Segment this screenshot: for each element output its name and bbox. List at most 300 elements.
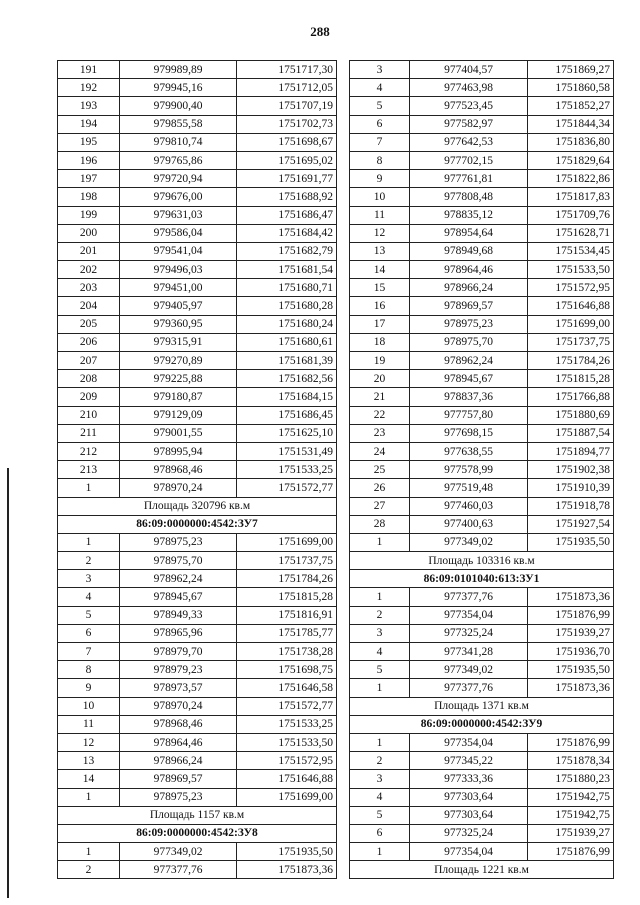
point-number: 1 <box>58 533 120 551</box>
coordinate-row <box>58 843 337 861</box>
area-total: Площадь 1221 кв.м <box>350 861 614 879</box>
point-number: 7 <box>350 133 410 151</box>
right-coordinates-table <box>349 60 614 879</box>
y-coordinate: 1751860,58 <box>528 79 614 97</box>
x-coordinate: 979720,94 <box>120 170 237 188</box>
coordinate-row <box>350 624 614 642</box>
x-coordinate: 977578,99 <box>410 461 528 479</box>
point-number: 207 <box>58 352 120 370</box>
x-coordinate: 978949,33 <box>120 606 237 624</box>
x-coordinate: 978979,23 <box>120 661 237 679</box>
coordinate-row <box>350 588 614 606</box>
point-number: 5 <box>58 606 120 624</box>
point-number: 17 <box>350 315 410 333</box>
y-coordinate: 1751852,27 <box>528 97 614 115</box>
area-total: Площадь 103316 кв.м <box>350 552 614 570</box>
coordinate-row <box>350 788 614 806</box>
y-coordinate: 1751939,27 <box>528 624 614 642</box>
point-number: 8 <box>58 661 120 679</box>
point-number: 1 <box>58 479 120 497</box>
x-coordinate: 977349,02 <box>120 843 237 861</box>
coordinate-row <box>58 97 337 115</box>
x-coordinate: 977354,04 <box>410 606 528 624</box>
y-coordinate: 1751876,99 <box>528 843 614 861</box>
page-number: 288 <box>310 24 330 39</box>
coordinate-row <box>350 188 614 206</box>
y-coordinate: 1751698,75 <box>237 661 337 679</box>
coordinate-row <box>350 224 614 242</box>
y-coordinate: 1751680,71 <box>237 279 337 297</box>
y-coordinate: 1751688,92 <box>237 188 337 206</box>
x-coordinate: 979945,16 <box>120 79 237 97</box>
x-coordinate: 978966,24 <box>120 752 237 770</box>
coordinate-row <box>350 352 614 370</box>
y-coordinate: 1751709,76 <box>528 206 614 224</box>
x-coordinate: 978968,46 <box>120 461 237 479</box>
x-coordinate: 978969,57 <box>120 770 237 788</box>
point-number: 212 <box>58 442 120 460</box>
parcel-row <box>58 824 337 842</box>
x-coordinate: 977761,81 <box>410 170 528 188</box>
coordinate-row <box>350 515 614 533</box>
y-coordinate: 1751816,91 <box>237 606 337 624</box>
coordinate-row <box>58 261 337 279</box>
y-coordinate: 1751876,99 <box>528 606 614 624</box>
point-number: 194 <box>58 115 120 133</box>
point-number: 193 <box>58 97 120 115</box>
point-number: 4 <box>350 79 410 97</box>
y-coordinate: 1751707,19 <box>237 97 337 115</box>
y-coordinate: 1751878,34 <box>528 752 614 770</box>
coordinate-row <box>350 133 614 151</box>
point-number: 3 <box>58 570 120 588</box>
coordinate-row <box>350 206 614 224</box>
point-number: 192 <box>58 79 120 97</box>
y-coordinate: 1751717,30 <box>237 61 337 79</box>
point-number: 206 <box>58 333 120 351</box>
coordinate-row <box>58 388 337 406</box>
y-coordinate: 1751873,36 <box>528 588 614 606</box>
x-coordinate: 979631,03 <box>120 206 237 224</box>
area-row <box>350 697 614 715</box>
x-coordinate: 977463,98 <box>410 79 528 97</box>
x-coordinate: 977519,48 <box>410 479 528 497</box>
x-coordinate: 979855,58 <box>120 115 237 133</box>
point-number: 2 <box>58 552 120 570</box>
y-coordinate: 1751935,50 <box>237 843 337 861</box>
area-row <box>350 552 614 570</box>
point-number: 5 <box>350 97 410 115</box>
y-coordinate: 1751785,77 <box>237 624 337 642</box>
point-number: 203 <box>58 279 120 297</box>
coordinate-row <box>350 115 614 133</box>
x-coordinate: 979360,95 <box>120 315 237 333</box>
point-number: 26 <box>350 479 410 497</box>
y-coordinate: 1751625,10 <box>237 424 337 442</box>
point-number: 211 <box>58 424 120 442</box>
point-number: 28 <box>350 515 410 533</box>
y-coordinate: 1751684,15 <box>237 388 337 406</box>
coordinate-row <box>350 733 614 751</box>
y-coordinate: 1751737,75 <box>237 552 337 570</box>
point-number: 11 <box>350 206 410 224</box>
y-coordinate: 1751702,73 <box>237 115 337 133</box>
y-coordinate: 1751927,54 <box>528 515 614 533</box>
y-coordinate: 1751936,70 <box>528 643 614 661</box>
coordinate-row <box>350 679 614 697</box>
point-number: 195 <box>58 133 120 151</box>
x-coordinate: 978835,12 <box>410 206 528 224</box>
coordinate-row <box>350 370 614 388</box>
y-coordinate: 1751572,95 <box>237 752 337 770</box>
x-coordinate: 978966,24 <box>410 279 528 297</box>
coordinate-row <box>58 242 337 260</box>
y-coordinate: 1751935,50 <box>528 533 614 551</box>
x-coordinate: 977582,97 <box>410 115 528 133</box>
x-coordinate: 978975,70 <box>120 552 237 570</box>
coordinate-row <box>350 606 614 624</box>
coordinate-row <box>350 406 614 424</box>
x-coordinate: 978945,67 <box>120 588 237 606</box>
y-coordinate: 1751918,78 <box>528 497 614 515</box>
point-number: 210 <box>58 406 120 424</box>
y-coordinate: 1751939,27 <box>528 824 614 842</box>
x-coordinate: 978975,23 <box>120 533 237 551</box>
x-coordinate: 978970,24 <box>120 479 237 497</box>
point-number: 3 <box>350 61 410 79</box>
point-number: 201 <box>58 242 120 260</box>
y-coordinate: 1751646,88 <box>237 770 337 788</box>
point-number: 12 <box>350 224 410 242</box>
coordinate-row <box>58 733 337 751</box>
point-number: 1 <box>58 843 120 861</box>
point-number: 198 <box>58 188 120 206</box>
point-number: 15 <box>350 279 410 297</box>
point-number: 23 <box>350 424 410 442</box>
x-coordinate: 979001,55 <box>120 424 237 442</box>
y-coordinate: 1751533,50 <box>528 261 614 279</box>
x-coordinate: 979129,09 <box>120 406 237 424</box>
point-number: 19 <box>350 352 410 370</box>
point-number: 204 <box>58 297 120 315</box>
coordinate-row <box>58 770 337 788</box>
coordinate-row <box>58 661 337 679</box>
x-coordinate: 977303,64 <box>410 788 528 806</box>
x-coordinate: 979586,04 <box>120 224 237 242</box>
area-total: Площадь 1157 кв.м <box>58 806 337 824</box>
coordinate-row <box>58 151 337 169</box>
point-number: 199 <box>58 206 120 224</box>
coordinate-row <box>350 533 614 551</box>
y-coordinate: 1751533,50 <box>237 733 337 751</box>
y-coordinate: 1751682,79 <box>237 242 337 260</box>
x-coordinate: 979810,74 <box>120 133 237 151</box>
point-number: 13 <box>58 752 120 770</box>
coordinate-row <box>350 151 614 169</box>
coordinate-row <box>58 279 337 297</box>
coordinate-row <box>350 843 614 861</box>
point-number: 14 <box>350 261 410 279</box>
y-coordinate: 1751942,75 <box>528 806 614 824</box>
y-coordinate: 1751695,02 <box>237 151 337 169</box>
x-coordinate: 978964,46 <box>120 733 237 751</box>
y-coordinate: 1751869,27 <box>528 61 614 79</box>
x-coordinate: 977757,80 <box>410 406 528 424</box>
area-row <box>58 497 337 515</box>
left-coordinates-table <box>57 60 337 879</box>
y-coordinate: 1751680,61 <box>237 333 337 351</box>
y-coordinate: 1751681,54 <box>237 261 337 279</box>
coordinate-row <box>350 643 614 661</box>
coordinate-row <box>350 461 614 479</box>
x-coordinate: 978975,70 <box>410 333 528 351</box>
x-coordinate: 978975,23 <box>410 315 528 333</box>
y-coordinate: 1751646,58 <box>237 679 337 697</box>
y-coordinate: 1751628,71 <box>528 224 614 242</box>
x-coordinate: 979900,40 <box>120 97 237 115</box>
y-coordinate: 1751533,25 <box>237 461 337 479</box>
y-coordinate: 1751902,38 <box>528 461 614 479</box>
coordinate-row <box>58 570 337 588</box>
y-coordinate: 1751572,77 <box>237 697 337 715</box>
coordinate-row <box>350 388 614 406</box>
y-coordinate: 1751784,26 <box>528 352 614 370</box>
x-coordinate: 979451,00 <box>120 279 237 297</box>
coordinate-row <box>350 279 614 297</box>
point-number: 9 <box>350 170 410 188</box>
coordinate-row <box>350 806 614 824</box>
x-coordinate: 977460,03 <box>410 497 528 515</box>
point-number: 18 <box>350 333 410 351</box>
coordinate-row <box>58 424 337 442</box>
point-number: 2 <box>58 861 120 879</box>
y-coordinate: 1751815,28 <box>237 588 337 606</box>
point-number: 200 <box>58 224 120 242</box>
y-coordinate: 1751531,49 <box>237 442 337 460</box>
coordinate-row <box>58 206 337 224</box>
x-coordinate: 979765,86 <box>120 151 237 169</box>
x-coordinate: 977404,57 <box>410 61 528 79</box>
y-coordinate: 1751935,50 <box>528 661 614 679</box>
parcel-id: 86:09:0101040:613:ЗУ1 <box>350 570 614 588</box>
x-coordinate: 979989,89 <box>120 61 237 79</box>
coordinate-row <box>350 315 614 333</box>
coordinate-row <box>58 861 337 879</box>
y-coordinate: 1751822,86 <box>528 170 614 188</box>
y-coordinate: 1751699,00 <box>237 533 337 551</box>
point-number: 1 <box>350 588 410 606</box>
area-row <box>58 806 337 824</box>
coordinate-row <box>58 624 337 642</box>
coordinate-row <box>58 333 337 351</box>
area-total: Площадь 320796 кв.м <box>58 497 337 515</box>
point-number: 11 <box>58 715 120 733</box>
y-coordinate: 1751681,39 <box>237 352 337 370</box>
coordinate-row <box>350 242 614 260</box>
coordinate-row <box>350 424 614 442</box>
point-number: 7 <box>58 643 120 661</box>
y-coordinate: 1751691,77 <box>237 170 337 188</box>
y-coordinate: 1751844,34 <box>528 115 614 133</box>
x-coordinate: 978954,64 <box>410 224 528 242</box>
x-coordinate: 977698,15 <box>410 424 528 442</box>
point-number: 27 <box>350 497 410 515</box>
coordinate-row <box>350 79 614 97</box>
point-number: 6 <box>350 115 410 133</box>
y-coordinate: 1751699,00 <box>528 315 614 333</box>
y-coordinate: 1751572,77 <box>237 479 337 497</box>
coordinate-row <box>58 297 337 315</box>
x-coordinate: 979225,88 <box>120 370 237 388</box>
y-coordinate: 1751712,05 <box>237 79 337 97</box>
parcel-id: 86:09:0000000:4542:ЗУ7 <box>58 515 337 533</box>
y-coordinate: 1751680,24 <box>237 315 337 333</box>
x-coordinate: 977702,15 <box>410 151 528 169</box>
point-number: 5 <box>350 661 410 679</box>
x-coordinate: 977349,02 <box>410 533 528 551</box>
y-coordinate: 1751684,42 <box>237 224 337 242</box>
area-total: Площадь 1371 кв.м <box>350 697 614 715</box>
coordinate-row <box>58 715 337 733</box>
coordinate-row <box>58 552 337 570</box>
coordinate-row <box>350 770 614 788</box>
y-coordinate: 1751887,54 <box>528 424 614 442</box>
x-coordinate: 978973,57 <box>120 679 237 697</box>
point-number: 24 <box>350 442 410 460</box>
point-number: 20 <box>350 370 410 388</box>
x-coordinate: 978949,68 <box>410 242 528 260</box>
y-coordinate: 1751680,28 <box>237 297 337 315</box>
coordinate-row <box>58 442 337 460</box>
point-number: 6 <box>58 624 120 642</box>
x-coordinate: 978995,94 <box>120 442 237 460</box>
y-coordinate: 1751880,23 <box>528 770 614 788</box>
y-coordinate: 1751829,64 <box>528 151 614 169</box>
coordinate-row <box>58 533 337 551</box>
point-number: 5 <box>350 806 410 824</box>
x-coordinate: 977638,55 <box>410 442 528 460</box>
x-coordinate: 977325,24 <box>410 624 528 642</box>
y-coordinate: 1751699,00 <box>237 788 337 806</box>
y-coordinate: 1751784,26 <box>237 570 337 588</box>
point-number: 1 <box>350 843 410 861</box>
y-coordinate: 1751738,28 <box>237 643 337 661</box>
coordinate-row <box>350 261 614 279</box>
x-coordinate: 977325,24 <box>410 824 528 842</box>
point-number: 21 <box>350 388 410 406</box>
coordinate-row <box>350 661 614 679</box>
x-coordinate: 979270,89 <box>120 352 237 370</box>
x-coordinate: 978970,24 <box>120 697 237 715</box>
x-coordinate: 977349,02 <box>410 661 528 679</box>
coordinate-row <box>58 61 337 79</box>
point-number: 4 <box>58 588 120 606</box>
coordinate-row <box>58 315 337 333</box>
point-number: 10 <box>58 697 120 715</box>
y-coordinate: 1751533,25 <box>237 715 337 733</box>
x-coordinate: 978837,36 <box>410 388 528 406</box>
x-coordinate: 978945,67 <box>410 370 528 388</box>
y-coordinate: 1751766,88 <box>528 388 614 406</box>
x-coordinate: 977400,63 <box>410 515 528 533</box>
point-number: 1 <box>350 733 410 751</box>
y-coordinate: 1751817,83 <box>528 188 614 206</box>
coordinate-row <box>58 188 337 206</box>
x-coordinate: 977354,04 <box>410 733 528 751</box>
x-coordinate: 977354,04 <box>410 843 528 861</box>
coordinate-row <box>58 170 337 188</box>
area-row <box>350 861 614 879</box>
x-coordinate: 979405,97 <box>120 297 237 315</box>
point-number: 14 <box>58 770 120 788</box>
y-coordinate: 1751534,45 <box>528 242 614 260</box>
point-number: 22 <box>350 406 410 424</box>
point-number: 191 <box>58 61 120 79</box>
point-number: 2 <box>350 752 410 770</box>
x-coordinate: 977377,76 <box>410 679 528 697</box>
coordinate-row <box>58 461 337 479</box>
y-coordinate: 1751873,36 <box>237 861 337 879</box>
coordinate-row <box>350 170 614 188</box>
y-coordinate: 1751910,39 <box>528 479 614 497</box>
coordinate-row <box>58 788 337 806</box>
x-coordinate: 977341,28 <box>410 643 528 661</box>
coordinate-row <box>350 752 614 770</box>
point-number: 205 <box>58 315 120 333</box>
coordinate-row <box>350 497 614 515</box>
point-number: 13 <box>350 242 410 260</box>
point-number: 12 <box>58 733 120 751</box>
y-coordinate: 1751894,77 <box>528 442 614 460</box>
parcel-id: 86:09:0000000:4542:ЗУ8 <box>58 824 337 842</box>
coordinate-row <box>58 352 337 370</box>
x-coordinate: 977303,64 <box>410 806 528 824</box>
x-coordinate: 977345,22 <box>410 752 528 770</box>
y-coordinate: 1751836,80 <box>528 133 614 151</box>
coordinate-row <box>58 697 337 715</box>
y-coordinate: 1751646,88 <box>528 297 614 315</box>
point-number: 209 <box>58 388 120 406</box>
point-number: 3 <box>350 770 410 788</box>
point-number: 25 <box>350 461 410 479</box>
point-number: 197 <box>58 170 120 188</box>
x-coordinate: 978965,96 <box>120 624 237 642</box>
x-coordinate: 979180,87 <box>120 388 237 406</box>
x-coordinate: 977333,36 <box>410 770 528 788</box>
y-coordinate: 1751942,75 <box>528 788 614 806</box>
y-coordinate: 1751880,69 <box>528 406 614 424</box>
coordinate-row <box>58 679 337 697</box>
y-coordinate: 1751682,56 <box>237 370 337 388</box>
coordinate-row <box>350 297 614 315</box>
x-coordinate: 978975,23 <box>120 788 237 806</box>
point-number: 8 <box>350 151 410 169</box>
point-number: 1 <box>58 788 120 806</box>
x-coordinate: 977642,53 <box>410 133 528 151</box>
x-coordinate: 977808,48 <box>410 188 528 206</box>
x-coordinate: 978979,70 <box>120 643 237 661</box>
x-coordinate: 978964,46 <box>410 261 528 279</box>
coordinate-row <box>58 588 337 606</box>
x-coordinate: 979315,91 <box>120 333 237 351</box>
parcel-row <box>58 515 337 533</box>
y-coordinate: 1751876,99 <box>528 733 614 751</box>
x-coordinate: 977377,76 <box>120 861 237 879</box>
coordinate-row <box>350 824 614 842</box>
y-coordinate: 1751686,45 <box>237 406 337 424</box>
x-coordinate: 979496,03 <box>120 261 237 279</box>
coordinate-row <box>58 752 337 770</box>
